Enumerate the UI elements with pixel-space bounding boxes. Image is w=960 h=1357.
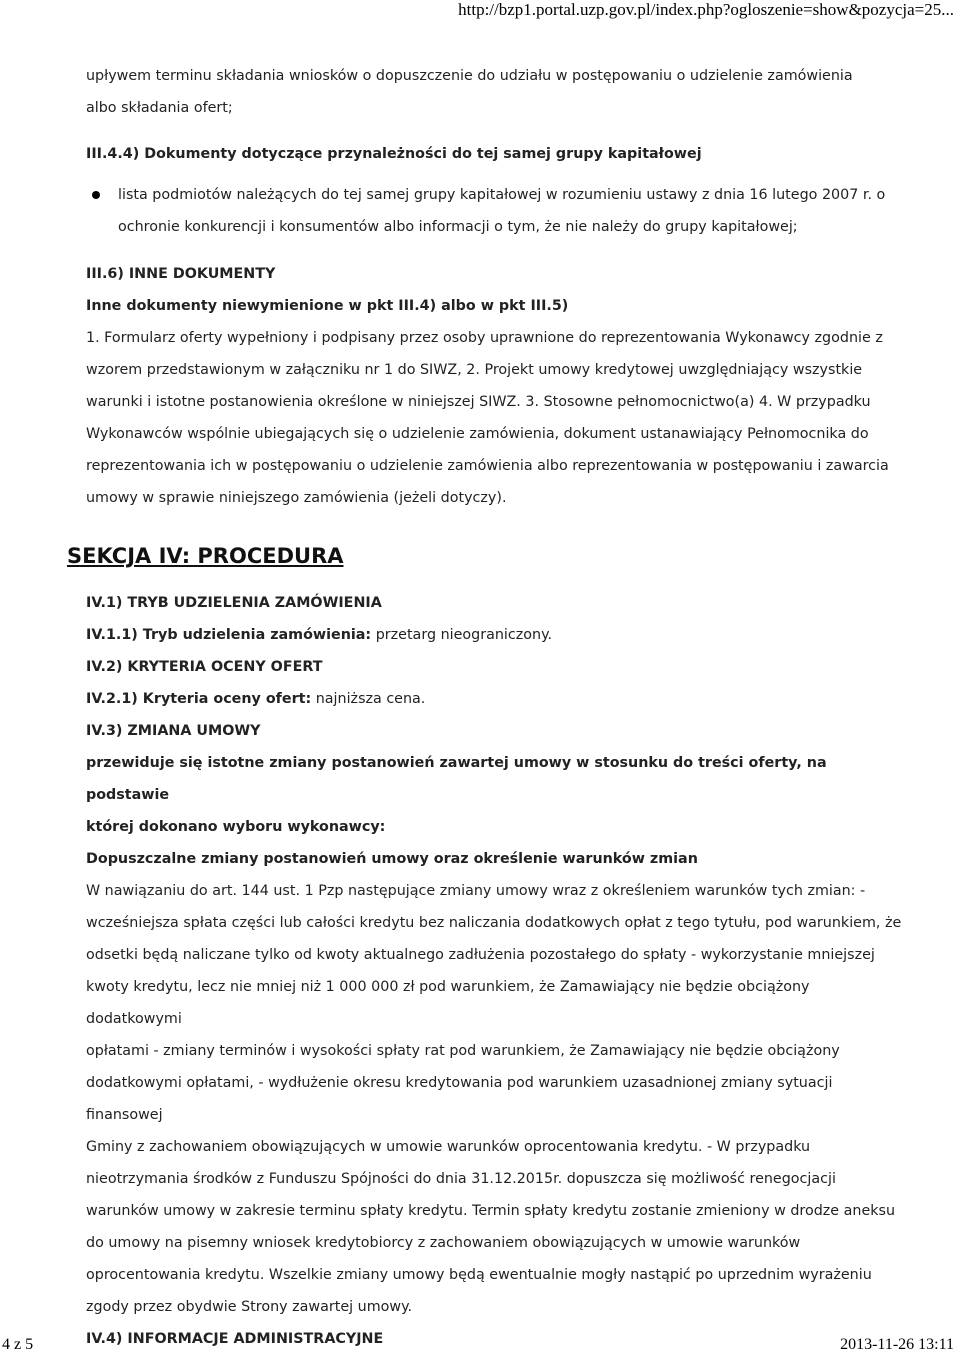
section-iv-title: SEKCJA IV: PROCEDURA <box>67 544 344 568</box>
paragraph-line: Gminy z zachowaniem obowiązujących w umowie warunków oprocentowania kredytu. - W przypadku <box>86 1139 811 1155</box>
paragraph-line: kwoty kredytu, lecz nie mniej niż 1 000 000 zł pod warunkiem, że Zamawiający nie będzie obciążony dodatkowymi <box>86 979 810 1027</box>
paragraph-line: odsetki będą naliczane tylko od kwoty aktualnego zadłużenia pozostałego do spłaty - wykorzystanie mniejszej <box>86 947 875 963</box>
paragraph-line: reprezentowania ich w postępowaniu o udzielenie zamówienia albo reprezentowania w postępowaniu i zawarcia <box>86 458 889 474</box>
iv21-label: IV.2.1) Kryteria oceny ofert: <box>86 691 312 707</box>
iv3-paragraph <box>86 875 908 1323</box>
intro-line: upływem terminu składania wniosków o dopuszczenie do udziału w postępowaniu o udzielenie zamówienia <box>86 68 853 84</box>
paragraph-line: W nawiązaniu do art. 144 ust. 1 Pzp następujące zmiany umowy wraz z określeniem warunków tych zmian: - <box>86 883 866 899</box>
iv3-bold-line: przewiduje się istotne zmiany postanowień zawartej umowy w stosunku do treści oferty, na podstawie <box>86 755 827 803</box>
iv1-heading: IV.1) TRYB UDZIELENIA ZAMÓWIENIA <box>86 595 382 611</box>
iv21-value: najniższa cena. <box>315 691 426 707</box>
paragraph-line: opłatami - zmiany terminów i wysokości spłaty rat pod warunkiem, że Zamawiający nie będzie obciążony <box>86 1043 840 1059</box>
iv11-value: przetarg nieograniczony. <box>375 627 553 643</box>
iv4-heading: IV.4) INFORMACJE ADMINISTRACYJNE <box>86 1331 384 1347</box>
section-iii6-paragraph <box>86 322 908 514</box>
iv21-row <box>86 683 908 715</box>
paragraph-line: Wykonawców wspólnie ubiegających się o udzielenie zamówienia, dokument ustanawiający Pełnomocnika do <box>86 426 869 442</box>
intro-paragraph <box>86 60 908 124</box>
paragraph-line: oprocentowania kredytu. Wszelkie zmiany umowy będą ewentualnie mogły nastąpić po uprzednim wyrażeniu <box>86 1267 872 1283</box>
paragraph-line: wzorem przedstawionym w załączniku nr 1 do SIWZ, 2. Projekt umowy kredytowej uwzględniający wszystkie <box>86 362 863 378</box>
bullet-list <box>86 179 908 243</box>
header-url: http://bzp1.portal.uzp.gov.pl/index.php?ogloszenie=show&pozycja=25... <box>458 0 954 19</box>
paragraph-line: warunków umowy w zakresie terminu spłaty kredytu. Termin spłaty kredytu zostanie zmieniony w drodze aneksu <box>86 1203 896 1219</box>
paragraph-line: 1. Formularz oferty wypełniony i podpisany przez osoby uprawnione do reprezentowania Wykonawcy zgodnie z <box>86 330 883 346</box>
iv2-heading: IV.2) KRYTERIA OCENY OFERT <box>86 659 323 675</box>
iv3-bold-line: której dokonano wyboru wykonawcy: <box>86 819 386 835</box>
section-iii4-heading: III.4.4) Dokumenty dotyczące przynależności do tej samej grupy kapitałowej <box>86 146 702 162</box>
list-item <box>86 179 908 243</box>
iv3-subheading: Dopuszczalne zmiany postanowień umowy oraz określenie warunków zmian <box>86 851 698 867</box>
intro-line: albo składania ofert; <box>86 100 233 116</box>
paragraph-line: dodatkowymi opłatami, - wydłużenie okresu kredytowania pod warunkiem uzasadnionej zmiany sytuacji finansowej <box>86 1075 833 1123</box>
page-number: 4 z 5 <box>2 1336 34 1353</box>
iv11-label: IV.1.1) Tryb udzielenia zamówienia: <box>86 627 372 643</box>
paragraph-line: wcześniejsza spłata części lub całości kredytu bez naliczania dodatkowych opłat z tego tytułu, pod warunkiem, że <box>86 915 902 931</box>
paragraph-line: warunki i istotne postanowienia określone w niniejszej SIWZ. 3. Stosowne pełnomocnictwo(a) 4. W przypadku <box>86 394 871 410</box>
section-iii6-subheading: Inne dokumenty niewymienione w pkt III.4) albo w pkt III.5) <box>86 298 569 314</box>
iv3-heading: IV.3) ZMIANA UMOWY <box>86 723 261 739</box>
bullet-icon <box>92 191 100 199</box>
print-timestamp: 2013-11-26 13:11 <box>840 1336 954 1353</box>
paragraph-line: umowy w sprawie niniejszego zamówienia (jeżeli dotyczy). <box>86 490 507 506</box>
paragraph-line: zgody przez obydwie Strony zawartej umowy. <box>86 1299 413 1315</box>
bullet-line: lista podmiotów należących do tej samej grupy kapitałowej w rozumieniu ustawy z dnia 16 lutego 2007 r. o <box>118 187 886 203</box>
iv11-row <box>86 619 908 651</box>
document-body <box>67 60 908 1355</box>
paragraph-line: nieotrzymania środków z Funduszu Spójności do dnia 31.12.2015r. dopuszcza się możliwość renegocjacji <box>86 1171 836 1187</box>
paragraph-line: do umowy na pisemny wniosek kredytobiorcy z zachowaniem obowiązujących w umowie warunków <box>86 1235 801 1251</box>
section-iii6-heading: III.6) INNE DOKUMENTY <box>86 266 276 282</box>
bullet-line: ochronie konkurencji i konsumentów albo informacji o tym, że nie należy do grupy kapitałowej; <box>118 219 798 235</box>
